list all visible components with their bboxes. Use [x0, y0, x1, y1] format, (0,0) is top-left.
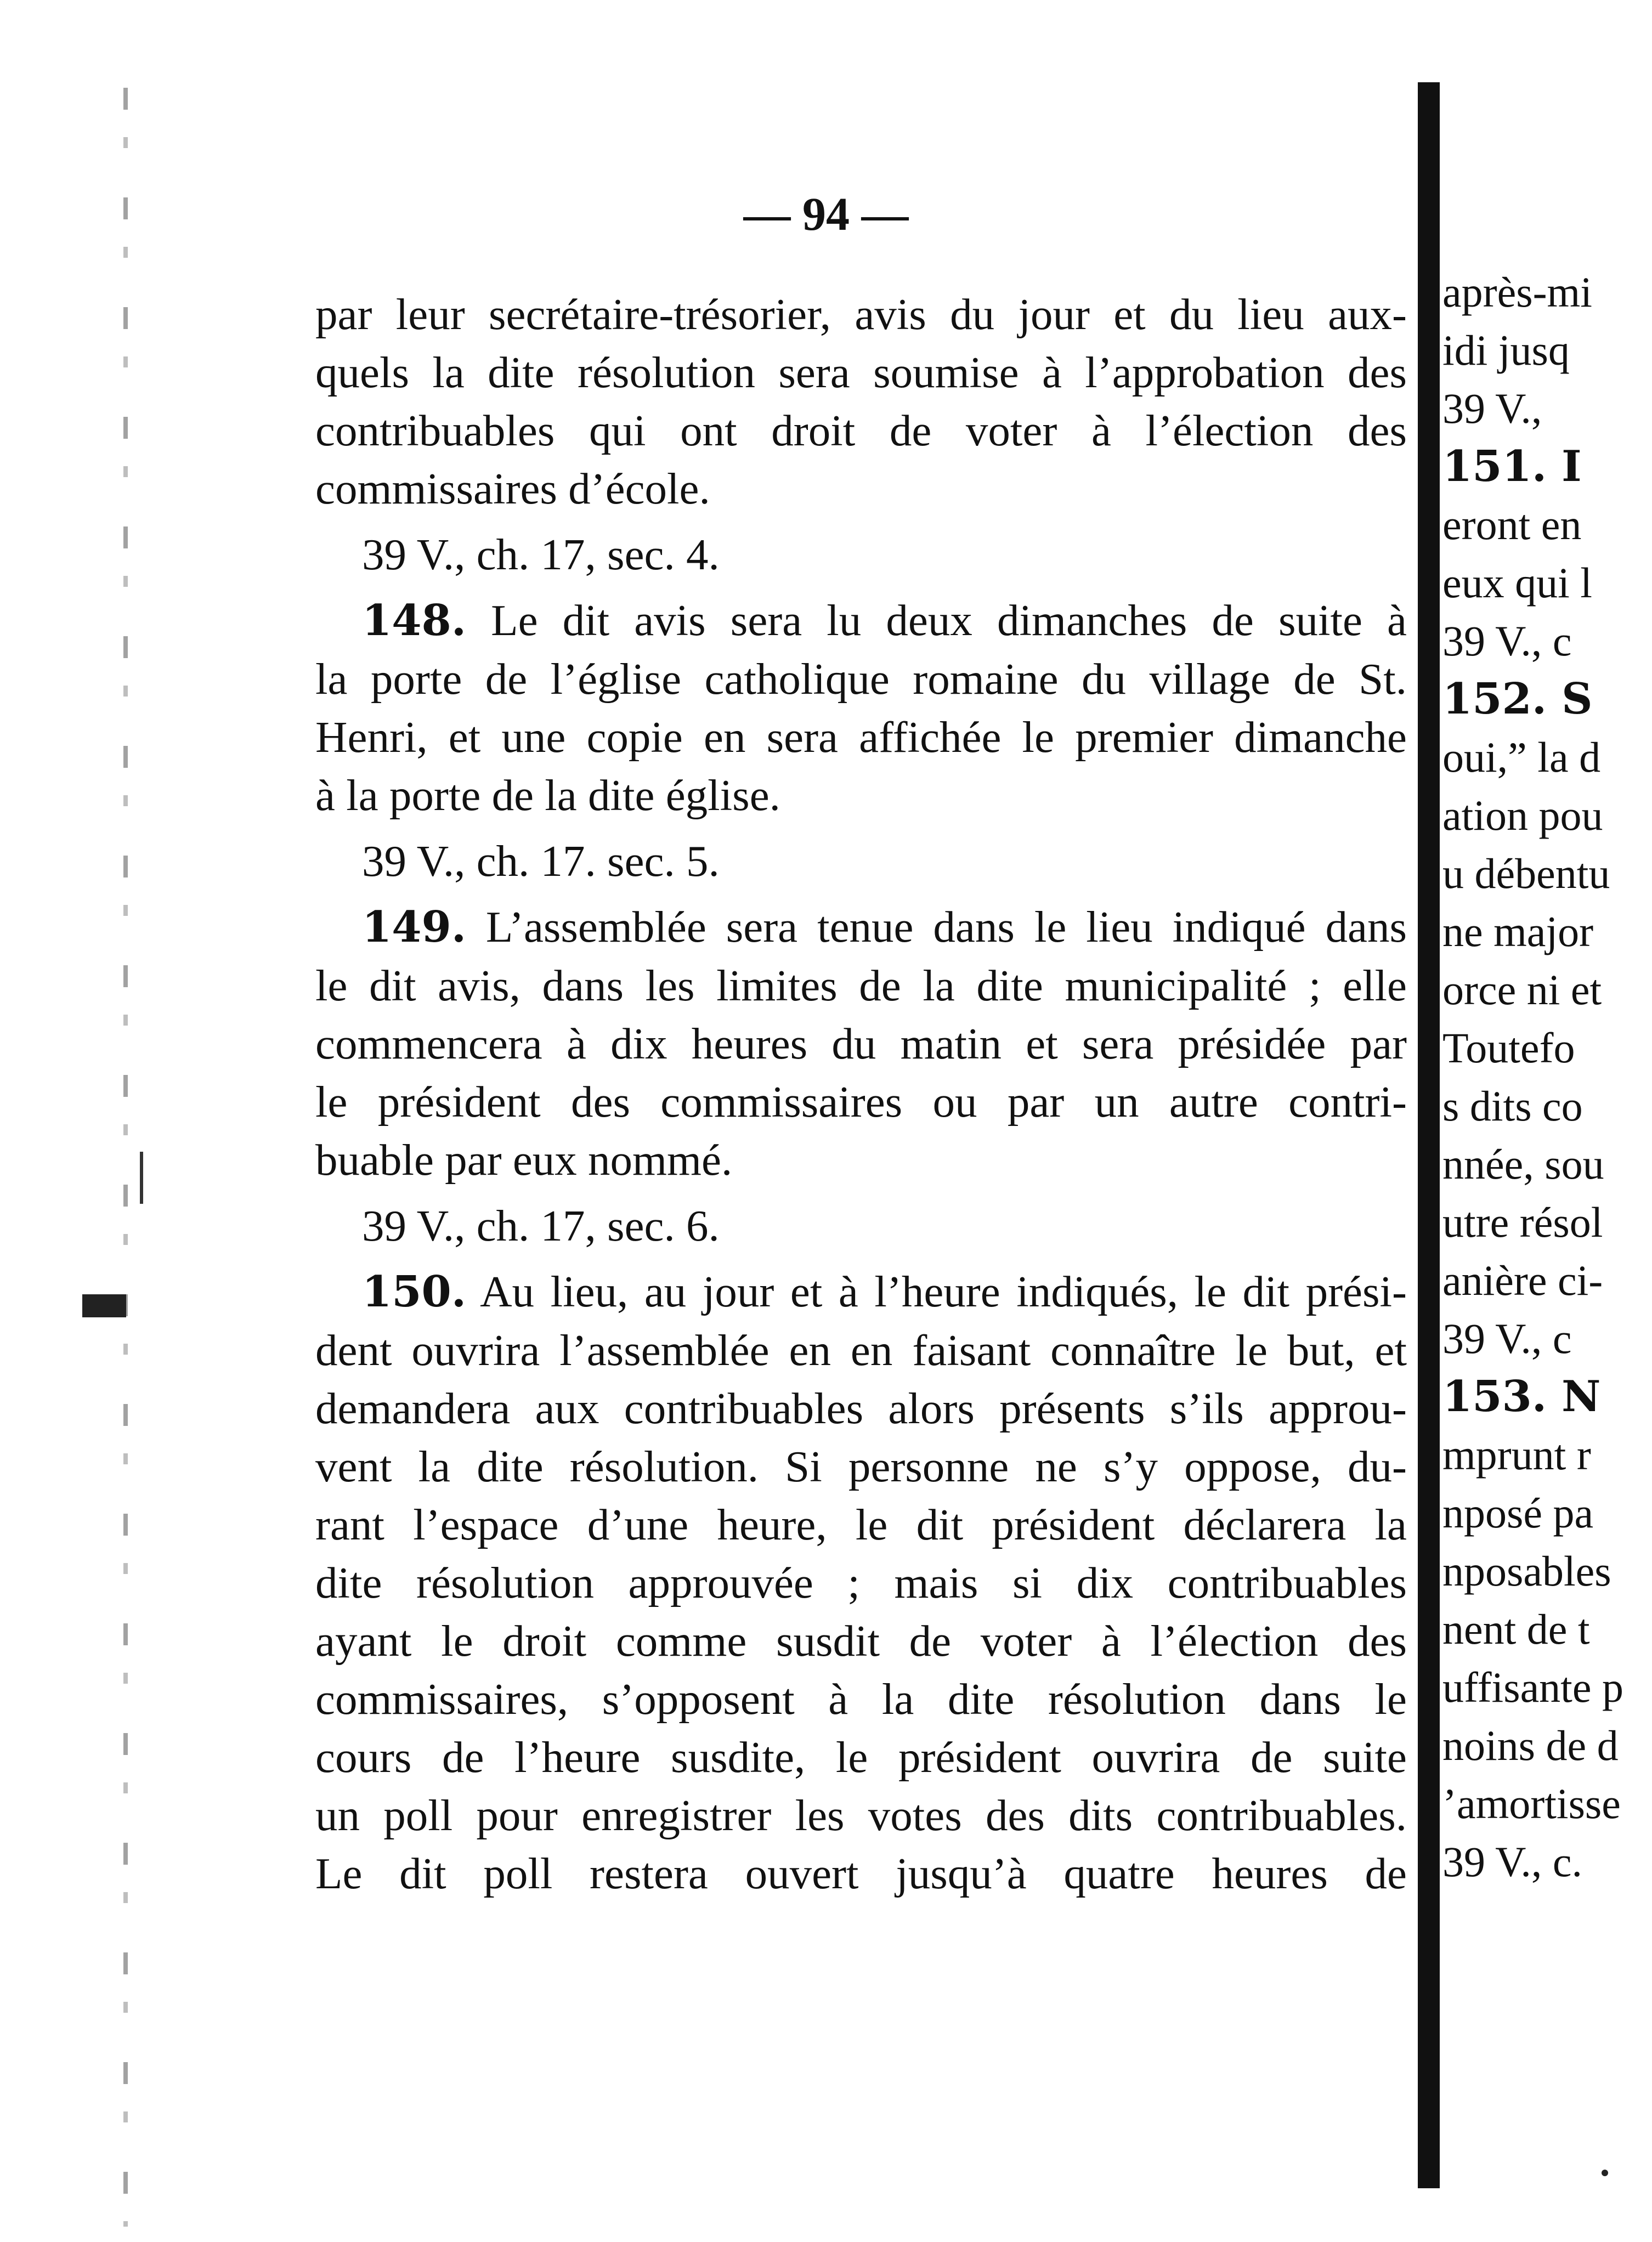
bleed-text-line: orce ni et: [1442, 966, 1602, 1014]
bleed-text-line: oui,” la d: [1442, 733, 1601, 781]
text-line: buable par eux nommé.: [315, 1135, 733, 1185]
scan-margin-mark: [82, 1294, 126, 1317]
bleed-text-line: utre résol: [1442, 1198, 1603, 1246]
bleed-text-line: ne major: [1442, 908, 1594, 955]
scan-margin-tick: [140, 1152, 143, 1204]
text-line: le dit avis, dans les limites de la dite municipalité ; elle: [315, 961, 1407, 1010]
text-line: [315, 591, 1407, 650]
text-line: commissaires d’école.: [315, 464, 710, 513]
scan-edge-artifact: [123, 88, 128, 2227]
text-line: commissaires, s’opposent à la dite résolution dans le: [315, 1674, 1407, 1724]
text-line: dite résolution approuvée ; mais si dix contribuables: [315, 1558, 1407, 1607]
paragraph-147-continuation: [315, 285, 1407, 518]
bleed-text-line: 151. I: [1442, 441, 1582, 491]
text-line: [315, 898, 1407, 956]
text-line: rant l’espace d’une heure, le dit président déclarera la: [315, 1500, 1407, 1549]
text-line: par leur secrétaire-trésorier, avis du jour et du lieu aux-: [315, 290, 1407, 339]
text-fragment: Le dit avis sera lu deux dimanches de suite à: [491, 596, 1407, 645]
paragraph-148: [315, 591, 1407, 824]
bleed-text-line: 39 V., c: [1442, 1315, 1572, 1362]
bleed-text-line: après-mi: [1442, 268, 1592, 316]
statute-reference: 39 V., ch. 17, sec. 6.: [362, 1201, 720, 1250]
text-line: quels la dite résolution sera soumise à l’approbation des: [315, 348, 1407, 397]
bleed-text-line: 39 V., c: [1442, 617, 1572, 665]
bleed-text-line: ’amortisse: [1442, 1780, 1621, 1827]
text-line: le président des commissaires ou par un autre contri-: [315, 1077, 1407, 1126]
text-line: vent la dite résolution. Si personne ne s’y oppose, du-: [315, 1442, 1407, 1491]
bleed-text-line: anière ci-: [1442, 1256, 1603, 1304]
bleed-text-line: 39 V.,: [1442, 384, 1542, 432]
bleed-text-line: 152. S: [1442, 674, 1593, 724]
text-line: ayant le droit comme susdit de voter à l’élection des: [315, 1616, 1407, 1666]
bleed-text-line: s dits co: [1442, 1082, 1583, 1130]
next-page-bleed-column: [1442, 263, 1652, 1891]
bleed-text-line: 39 V., c.: [1442, 1838, 1582, 1886]
text-fragment: L’assemblée sera tenue dans le lieu indiqué dans: [485, 902, 1407, 952]
statute-reference: 39 V., ch. 17, sec. 4.: [362, 530, 720, 579]
text-line: cours de l’heure susdite, le président ouvrira de suite: [315, 1733, 1407, 1782]
bleed-text-line: u débentu: [1442, 850, 1610, 897]
scan-speck: [1602, 2170, 1608, 2176]
main-text-column: [315, 285, 1407, 1903]
section-number: 148.: [362, 596, 466, 646]
text-line: la porte de l’église catholique romaine du village de St.: [315, 654, 1407, 704]
text-line: Le dit poll restera ouvert jusqu’à quatre heures de: [315, 1849, 1407, 1898]
text-line: demandera aux contribuables alors présents s’ils approu-: [315, 1384, 1407, 1433]
paragraph-149: [315, 898, 1407, 1189]
text-line: à la porte de la dite église.: [315, 771, 780, 820]
bleed-text-line: 153. N: [1442, 1372, 1601, 1422]
text-line: dent ouvrira l’assemblée en en faisant connaître le but, et: [315, 1326, 1407, 1375]
statute-reference: 39 V., ch. 17. sec. 5.: [362, 836, 720, 886]
book-spine-gutter: [1418, 82, 1440, 2188]
bleed-text-line: idi jusq: [1442, 326, 1570, 374]
text-fragment: Au lieu, au jour et à l’heure indiqués, le dit prési-: [480, 1267, 1407, 1316]
section-number: 149.: [362, 902, 466, 952]
bleed-text-line: Toutefo: [1442, 1024, 1575, 1072]
text-line: commencera à dix heures du matin et sera présidée par: [315, 1019, 1407, 1068]
bleed-text-line: uffisante p: [1442, 1663, 1623, 1711]
bleed-text-line: nposables: [1442, 1547, 1611, 1595]
bleed-text-line: nent de t: [1442, 1605, 1590, 1653]
bleed-text-line: noins de d: [1442, 1722, 1619, 1769]
paragraph-150: [315, 1262, 1407, 1903]
section-number: 150.: [362, 1267, 466, 1317]
text-line: un poll pour enregistrer les votes des dits contribuables.: [315, 1791, 1407, 1840]
bleed-text-line: nnée, sou: [1442, 1140, 1604, 1188]
bleed-text-line: mprunt r: [1442, 1431, 1591, 1479]
bleed-text-line: nposé pa: [1442, 1489, 1594, 1537]
bleed-text-line: eront en: [1442, 501, 1582, 548]
bleed-text-line: ation pou: [1442, 791, 1603, 839]
text-line: [315, 1262, 1407, 1321]
page-number: — 94 —: [743, 188, 909, 240]
text-line: Henri, et une copie en sera affichée le premier dimanche: [315, 712, 1407, 762]
text-line: contribuables qui ont droit de voter à l’élection des: [315, 406, 1407, 455]
bleed-text-line: eux qui l: [1442, 559, 1592, 607]
